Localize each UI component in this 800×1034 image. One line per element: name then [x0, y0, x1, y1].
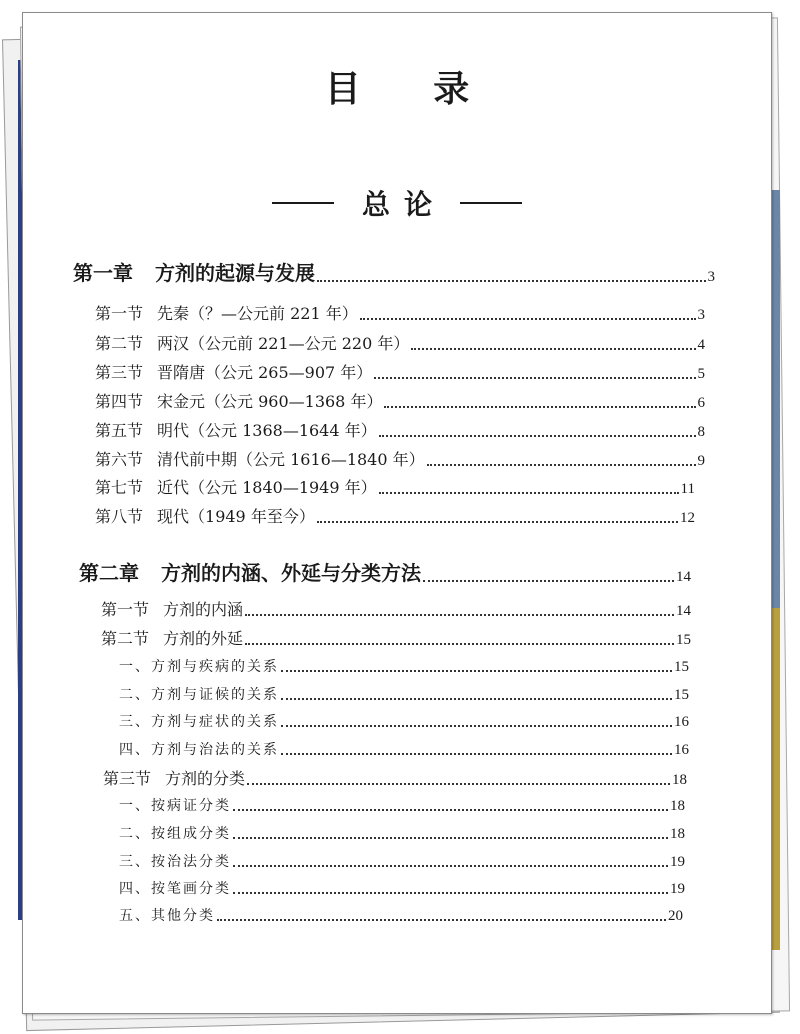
subitem-title: 三、方剂与症状的关系	[119, 714, 279, 730]
section-number: 第三节	[95, 363, 144, 382]
dot-leader	[423, 580, 674, 582]
page-number: 3	[707, 269, 715, 285]
toc-section[interactable]	[101, 626, 691, 649]
section-title: 明代（公元 1368—1644 年）	[157, 421, 377, 440]
page-number: 16	[674, 714, 689, 730]
page-number: 11	[680, 481, 695, 497]
section-number: 第四节	[95, 392, 144, 411]
part-heading-text: 总论	[361, 188, 446, 221]
subitem-title: 一、方剂与疾病的关系	[119, 659, 279, 675]
toc-section[interactable]	[95, 360, 705, 383]
toc-subitem[interactable]	[119, 878, 685, 898]
dot-leader	[217, 919, 666, 921]
toc-section[interactable]	[95, 301, 705, 324]
dot-leader	[360, 318, 696, 320]
toc-section[interactable]	[95, 447, 705, 470]
dot-leader	[411, 348, 695, 350]
page-number: 3	[697, 307, 705, 323]
dot-leader	[379, 492, 679, 494]
toc-section[interactable]	[95, 475, 695, 498]
dot-leader	[245, 614, 674, 616]
dot-leader	[233, 809, 668, 811]
dot-leader	[384, 406, 695, 408]
subitem-title: 二、方剂与证候的关系	[119, 687, 279, 703]
section-number: 第五节	[95, 421, 144, 440]
toc-section[interactable]	[95, 504, 695, 527]
toc-section[interactable]	[103, 766, 687, 789]
section-title: 晋隋唐（公元 265—907 年）	[157, 363, 373, 382]
chapter-label	[73, 257, 315, 286]
dot-leader	[233, 865, 668, 867]
dot-leader	[281, 725, 672, 727]
section-number: 第一节	[95, 304, 144, 323]
dot-leader	[317, 280, 706, 282]
subitem-title: 三、按治法分类	[119, 854, 231, 870]
page-number: 15	[674, 659, 689, 675]
section-title: 方剂的外延	[163, 629, 244, 648]
section-title: 近代（公元 1840—1949 年）	[157, 478, 377, 497]
chapter-title: 方剂的起源与发展	[155, 261, 315, 285]
section-title: 现代（1949 年至今）	[157, 507, 315, 526]
section-title: 方剂的内涵	[163, 600, 244, 619]
dot-leader	[247, 783, 670, 785]
section-number: 第一节	[101, 600, 150, 619]
page-number: 20	[668, 908, 683, 924]
dot-leader	[317, 521, 678, 523]
page-number: 14	[676, 603, 691, 619]
section-title: 宋金元（公元 960—1368 年）	[157, 392, 383, 411]
dot-leader	[427, 464, 696, 466]
page-number: 15	[676, 632, 691, 648]
page-number: 18	[672, 772, 687, 788]
toc-section[interactable]	[95, 331, 705, 354]
section-number: 第八节	[95, 507, 144, 526]
toc-chapter-2[interactable]	[79, 557, 691, 586]
section-title: 两汉（公元前 221—公元 220 年）	[157, 334, 410, 353]
page-number: 14	[676, 569, 691, 585]
page-title: 目 录	[324, 68, 500, 110]
subitem-title: 四、方剂与治法的关系	[119, 742, 279, 758]
page-number: 12	[680, 510, 695, 526]
subitem-title: 一、按病证分类	[119, 798, 231, 814]
dot-leader	[281, 753, 672, 755]
toc-subitem[interactable]	[119, 711, 689, 731]
section-title: 先秦（？—公元前 221 年）	[157, 304, 358, 323]
part-heading	[23, 183, 771, 223]
toc-section[interactable]	[101, 597, 691, 620]
subitem-title: 二、按组成分类	[119, 826, 231, 842]
dot-leader	[233, 837, 668, 839]
toc-section[interactable]	[95, 418, 705, 441]
page-number: 9	[697, 453, 705, 469]
page-number: 5	[697, 366, 705, 382]
heading-dash-right	[460, 202, 522, 204]
toc-subitem[interactable]	[119, 656, 689, 676]
chapter-number: 第二章	[79, 561, 139, 585]
page-number: 15	[674, 687, 689, 703]
section-number: 第二节	[101, 629, 150, 648]
section-number: 第六节	[95, 450, 144, 469]
toc-chapter-1[interactable]	[73, 257, 715, 286]
dot-leader	[281, 670, 672, 672]
section-number: 第七节	[95, 478, 144, 497]
dot-leader	[379, 435, 696, 437]
chapter-label	[79, 557, 421, 586]
toc-subitem[interactable]	[119, 739, 689, 759]
subitem-title: 五、其他分类	[119, 908, 215, 924]
page-number: 18	[670, 826, 685, 842]
dot-leader	[245, 643, 674, 645]
subitem-title: 四、按笔画分类	[119, 881, 231, 897]
dot-leader	[233, 892, 668, 894]
dot-leader	[374, 377, 695, 379]
toc-subitem[interactable]	[119, 823, 685, 843]
toc-section[interactable]	[95, 389, 705, 412]
dot-leader	[281, 698, 672, 700]
toc-subitem[interactable]	[119, 684, 689, 704]
page-number: 8	[697, 424, 705, 440]
toc-page	[22, 12, 772, 1014]
section-number: 第三节	[103, 769, 152, 788]
chapter-number: 第一章	[73, 261, 133, 285]
section-number: 第二节	[95, 334, 144, 353]
page-number: 4	[697, 337, 705, 353]
page-number: 19	[670, 854, 685, 870]
section-title: 方剂的分类	[165, 769, 246, 788]
page-number: 16	[674, 742, 689, 758]
section-title: 清代前中期（公元 1616—1840 年）	[157, 450, 425, 469]
page-number: 6	[697, 395, 705, 411]
heading-dash-left	[272, 202, 334, 204]
toc-subitem[interactable]	[119, 795, 685, 815]
toc-subitem[interactable]	[119, 851, 685, 871]
chapter-title: 方剂的内涵、外延与分类方法	[161, 561, 421, 585]
toc-subitem[interactable]	[119, 905, 683, 925]
page-number: 18	[670, 798, 685, 814]
page-number: 19	[670, 881, 685, 897]
